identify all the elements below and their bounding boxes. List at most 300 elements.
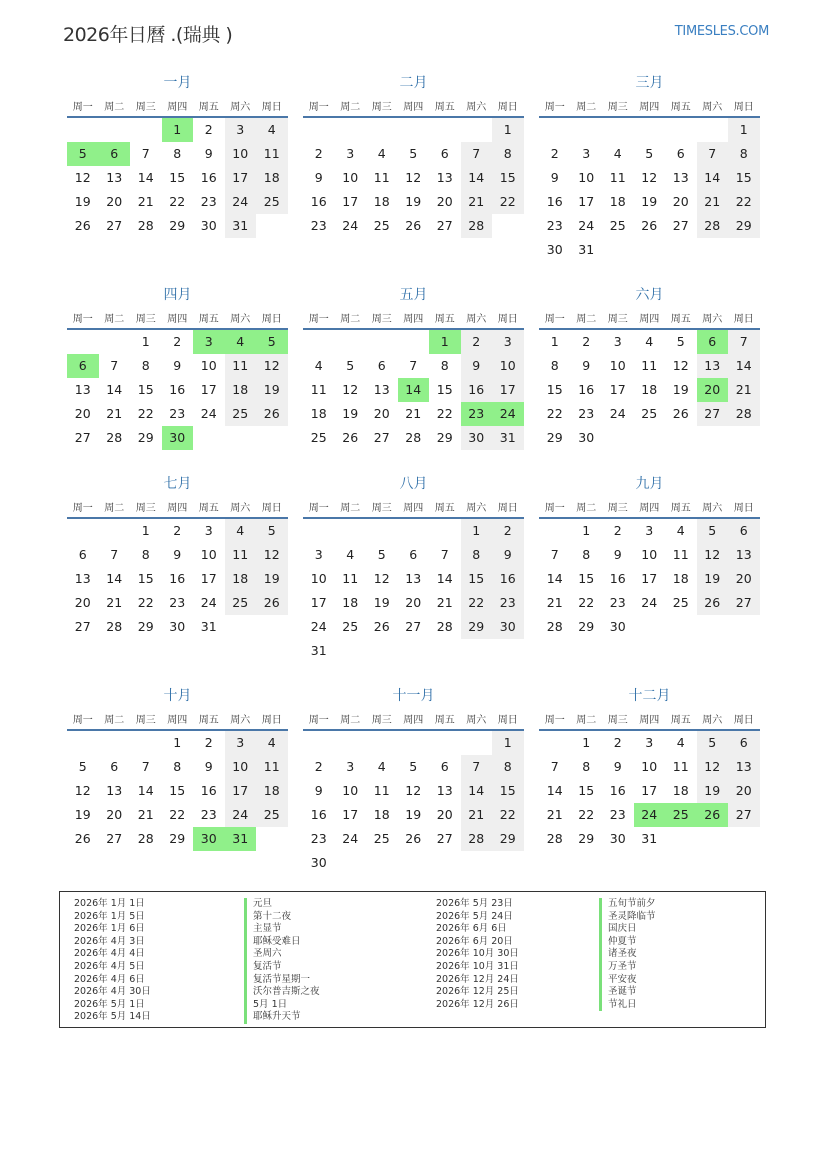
- day-cell: 22: [137, 595, 154, 610]
- day-cell: 18: [256, 166, 288, 190]
- day-cell: 16: [461, 378, 493, 402]
- day-cell: 3: [582, 146, 591, 161]
- legend-holiday-name: 万圣节: [608, 960, 637, 972]
- empty-cell: [398, 330, 430, 354]
- legend-date: 2026年 12月 24日: [436, 973, 519, 985]
- day-cell: 28: [546, 619, 563, 634]
- day-cell: 20: [436, 807, 453, 822]
- day-cell: 30: [492, 615, 524, 639]
- empty-cell: [539, 118, 571, 142]
- day-grid: [539, 519, 760, 639]
- day-cell: 8: [141, 547, 150, 562]
- day-cell: 7: [550, 547, 559, 562]
- day-cell: 29: [578, 619, 595, 634]
- day-cell: 12: [342, 382, 359, 397]
- day-cell: 16: [609, 571, 626, 586]
- weekday-label: 周六: [702, 313, 723, 325]
- weekday-label: 周二: [576, 502, 597, 514]
- day-cell: 28: [405, 430, 422, 445]
- day-cell: 31: [225, 214, 257, 238]
- day-cell: 4: [377, 146, 386, 161]
- day-cell: 15: [578, 783, 595, 798]
- weekday-label: 周一: [544, 502, 565, 514]
- day-cell: 19: [74, 807, 91, 822]
- day-cell: 4: [314, 358, 323, 373]
- holiday-day: 24: [492, 402, 524, 426]
- day-cell: 20: [106, 194, 123, 209]
- day-cell: 2: [314, 146, 323, 161]
- legend-date: 2026年 12月 25日: [436, 986, 519, 998]
- day-cell: 25: [225, 402, 257, 426]
- weekday-label: 周六: [702, 101, 723, 113]
- weekday-header: [539, 495, 760, 519]
- day-cell: 10: [225, 142, 257, 166]
- day-cell: 27: [106, 218, 123, 233]
- holiday-day: 5: [67, 142, 99, 166]
- weekday-label: 周二: [104, 714, 125, 726]
- day-cell: 15: [492, 779, 524, 803]
- day-cell: 2: [461, 330, 493, 354]
- day-cell: 22: [169, 194, 186, 209]
- day-cell: 21: [405, 406, 422, 421]
- day-cell: 19: [672, 382, 689, 397]
- empty-cell: [303, 519, 335, 543]
- month-calendar: [303, 70, 524, 238]
- weekday-label: 周六: [230, 714, 251, 726]
- day-cell: 13: [697, 354, 729, 378]
- weekday-label: 周日: [733, 502, 754, 514]
- day-cell: 2: [613, 523, 622, 538]
- day-cell: 11: [672, 547, 689, 562]
- day-grid: [539, 330, 760, 450]
- day-cell: 16: [578, 382, 595, 397]
- empty-cell: [99, 330, 131, 354]
- day-cell: 5: [346, 358, 355, 373]
- day-cell: 12: [697, 755, 729, 779]
- day-cell: 1: [582, 735, 591, 750]
- day-cell: 10: [225, 755, 257, 779]
- empty-cell: [429, 519, 461, 543]
- day-cell: 19: [405, 807, 422, 822]
- day-cell: 8: [173, 146, 182, 161]
- day-cell: 16: [310, 807, 327, 822]
- weekday-label: 周日: [497, 313, 518, 325]
- day-cell: 19: [641, 194, 658, 209]
- day-cell: 17: [641, 783, 658, 798]
- day-grid: [303, 731, 524, 875]
- day-cell: 1: [492, 731, 524, 755]
- day-cell: 5: [676, 334, 685, 349]
- day-grid: [67, 519, 288, 639]
- day-cell: 20: [436, 194, 453, 209]
- legend-date: 2026年 4月 6日: [74, 973, 145, 985]
- day-cell: 24: [578, 218, 595, 233]
- day-cell: 22: [578, 595, 595, 610]
- day-cell: 21: [728, 378, 760, 402]
- empty-cell: [335, 118, 367, 142]
- day-cell: 30: [169, 619, 186, 634]
- legend-holiday-name: 主显节: [253, 923, 282, 935]
- day-cell: 27: [672, 218, 689, 233]
- day-cell: 14: [546, 571, 563, 586]
- day-cell: 6: [676, 146, 685, 161]
- weekday-label: 周三: [607, 101, 628, 113]
- day-cell: 15: [436, 382, 453, 397]
- day-cell: 2: [204, 735, 213, 750]
- day-cell: 23: [310, 831, 327, 846]
- day-cell: 24: [225, 190, 257, 214]
- day-cell: 8: [728, 142, 760, 166]
- weekday-label: 周五: [434, 313, 455, 325]
- day-cell: 2: [314, 759, 323, 774]
- weekday-header: [67, 707, 288, 731]
- weekday-header: [67, 306, 288, 330]
- day-cell: 22: [461, 591, 493, 615]
- day-cell: 5: [78, 759, 87, 774]
- day-cell: 18: [225, 567, 257, 591]
- weekday-label: 周二: [104, 101, 125, 113]
- day-cell: 20: [373, 406, 390, 421]
- empty-cell: [461, 118, 493, 142]
- empty-cell: [99, 118, 131, 142]
- day-cell: 13: [74, 382, 91, 397]
- day-cell: 27: [405, 619, 422, 634]
- empty-cell: [398, 519, 430, 543]
- legend-date: 2026年 4月 3日: [74, 935, 145, 947]
- day-cell: 14: [106, 571, 123, 586]
- weekday-label: 周一: [544, 313, 565, 325]
- weekday-header: [303, 94, 524, 118]
- weekday-label: 周六: [466, 502, 487, 514]
- weekday-label: 周二: [576, 101, 597, 113]
- day-cell: 7: [461, 142, 493, 166]
- weekday-label: 周二: [576, 714, 597, 726]
- day-cell: 29: [728, 214, 760, 238]
- empty-cell: [539, 519, 571, 543]
- day-grid: [67, 330, 288, 450]
- day-cell: 13: [74, 571, 91, 586]
- legend-date: 2026年 4月 4日: [74, 948, 145, 960]
- day-cell: 20: [106, 807, 123, 822]
- day-cell: 11: [641, 358, 658, 373]
- day-cell: 8: [582, 759, 591, 774]
- day-cell: 31: [578, 242, 595, 257]
- day-cell: 24: [200, 595, 217, 610]
- day-cell: 15: [169, 783, 186, 798]
- day-cell: 26: [74, 831, 91, 846]
- day-cell: 15: [137, 571, 154, 586]
- day-cell: 14: [137, 783, 154, 798]
- day-cell: 13: [106, 783, 123, 798]
- weekday-label: 周五: [670, 714, 691, 726]
- weekday-label: 周二: [340, 313, 361, 325]
- empty-cell: [67, 118, 99, 142]
- day-cell: 4: [645, 334, 654, 349]
- legend-date: 2026年 4月 30日: [74, 986, 151, 998]
- day-cell: 10: [200, 547, 217, 562]
- day-cell: 2: [173, 523, 182, 538]
- day-cell: 4: [346, 547, 355, 562]
- day-cell: 6: [409, 547, 418, 562]
- month-name: 六月: [635, 287, 664, 303]
- day-cell: 4: [256, 731, 288, 755]
- day-cell: 18: [373, 807, 390, 822]
- month-name: 七月: [163, 476, 192, 492]
- day-cell: 15: [578, 571, 595, 586]
- day-cell: 9: [314, 170, 323, 185]
- site-link[interactable]: TIMESLES.COM: [674, 24, 769, 39]
- holiday-day: 3: [193, 330, 225, 354]
- empty-cell: [461, 731, 493, 755]
- weekday-label: 周五: [670, 313, 691, 325]
- day-cell: 19: [405, 194, 422, 209]
- day-cell: 10: [200, 358, 217, 373]
- day-cell: 24: [342, 218, 359, 233]
- weekday-label: 周四: [167, 502, 188, 514]
- day-cell: 15: [728, 166, 760, 190]
- day-cell: 6: [110, 759, 119, 774]
- day-cell: 29: [169, 831, 186, 846]
- holiday-day: 23: [461, 402, 493, 426]
- day-cell: 18: [225, 378, 257, 402]
- weekday-label: 周六: [702, 502, 723, 514]
- empty-cell: [697, 118, 729, 142]
- day-cell: 18: [310, 406, 327, 421]
- day-cell: 8: [550, 358, 559, 373]
- legend-holiday-name: 仲夏节: [608, 935, 637, 947]
- legend-date: 2026年 12月 26日: [436, 998, 519, 1010]
- weekday-label: 周日: [497, 502, 518, 514]
- day-cell: 10: [342, 783, 359, 798]
- empty-cell: [130, 118, 162, 142]
- weekday-label: 周四: [167, 313, 188, 325]
- day-cell: 6: [377, 358, 386, 373]
- weekday-label: 周三: [607, 313, 628, 325]
- day-cell: 7: [409, 358, 418, 373]
- day-cell: 16: [169, 571, 186, 586]
- holiday-day: 30: [162, 426, 194, 450]
- weekday-label: 周三: [135, 101, 156, 113]
- day-cell: 24: [310, 619, 327, 634]
- day-cell: 1: [550, 334, 559, 349]
- day-grid: [303, 118, 524, 238]
- day-cell: 9: [492, 543, 524, 567]
- day-cell: 29: [492, 827, 524, 851]
- holiday-day: 24: [634, 803, 666, 827]
- day-cell: 15: [492, 166, 524, 190]
- day-cell: 6: [728, 519, 760, 543]
- empty-cell: [429, 731, 461, 755]
- empty-cell: [398, 118, 430, 142]
- day-cell: 21: [137, 807, 154, 822]
- day-cell: 5: [697, 519, 729, 543]
- day-cell: 16: [609, 783, 626, 798]
- day-cell: 10: [492, 354, 524, 378]
- empty-cell: [634, 118, 666, 142]
- day-cell: 1: [461, 519, 493, 543]
- day-grid: [539, 118, 760, 262]
- day-cell: 26: [342, 430, 359, 445]
- day-cell: 9: [461, 354, 493, 378]
- day-cell: 17: [578, 194, 595, 209]
- day-cell: 14: [461, 779, 493, 803]
- day-cell: 3: [225, 731, 257, 755]
- day-cell: 23: [169, 595, 186, 610]
- weekday-label: 周一: [308, 714, 329, 726]
- day-cell: 9: [582, 358, 591, 373]
- legend-holiday-name: 圣灵降临节: [608, 910, 656, 922]
- day-cell: 24: [200, 406, 217, 421]
- weekday-label: 周二: [104, 313, 125, 325]
- holiday-day: 6: [697, 330, 729, 354]
- day-cell: 29: [137, 430, 154, 445]
- weekday-header: [303, 495, 524, 519]
- day-cell: 14: [461, 166, 493, 190]
- day-cell: 5: [409, 759, 418, 774]
- day-cell: 9: [204, 146, 213, 161]
- day-cell: 22: [492, 190, 524, 214]
- weekday-label: 周日: [261, 714, 282, 726]
- day-cell: 18: [672, 783, 689, 798]
- day-cell: 25: [256, 803, 288, 827]
- day-cell: 17: [225, 166, 257, 190]
- day-cell: 28: [137, 831, 154, 846]
- day-cell: 26: [74, 218, 91, 233]
- day-cell: 29: [461, 615, 493, 639]
- day-cell: 19: [74, 194, 91, 209]
- holiday-day: 26: [697, 803, 729, 827]
- day-cell: 30: [200, 218, 217, 233]
- legend-date: 2026年 10月 30日: [436, 948, 519, 960]
- day-cell: 28: [546, 831, 563, 846]
- weekday-label: 周四: [639, 313, 660, 325]
- day-cell: 8: [141, 358, 150, 373]
- empty-cell: [602, 118, 634, 142]
- empty-cell: [67, 731, 99, 755]
- day-cell: 2: [173, 334, 182, 349]
- legend-date: 2026年 5月 23日: [436, 898, 513, 909]
- day-cell: 8: [582, 547, 591, 562]
- day-cell: 11: [342, 571, 359, 586]
- weekday-label: 周三: [371, 313, 392, 325]
- day-cell: 1: [141, 334, 150, 349]
- holiday-day: 14: [398, 378, 430, 402]
- day-cell: 8: [492, 142, 524, 166]
- page-title: 2026年日曆 .(瑞典 ): [63, 24, 233, 46]
- weekday-label: 周二: [340, 502, 361, 514]
- weekday-label: 周三: [135, 714, 156, 726]
- day-cell: 6: [78, 547, 87, 562]
- day-cell: 17: [492, 378, 524, 402]
- empty-cell: [335, 519, 367, 543]
- day-cell: 12: [74, 783, 91, 798]
- day-cell: 17: [609, 382, 626, 397]
- day-cell: 22: [169, 807, 186, 822]
- day-cell: 19: [342, 406, 359, 421]
- month-calendar: [67, 683, 288, 851]
- weekday-label: 周二: [340, 101, 361, 113]
- day-cell: 31: [492, 426, 524, 450]
- day-cell: 3: [314, 547, 323, 562]
- day-cell: 13: [728, 543, 760, 567]
- weekday-label: 周四: [403, 714, 424, 726]
- month-name: 一月: [163, 75, 192, 91]
- day-cell: 16: [200, 783, 217, 798]
- day-cell: 22: [546, 406, 563, 421]
- weekday-label: 周六: [466, 101, 487, 113]
- holiday-day: 31: [225, 827, 257, 851]
- day-cell: 9: [314, 783, 323, 798]
- day-cell: 4: [256, 118, 288, 142]
- weekday-label: 周五: [198, 101, 219, 113]
- day-cell: 16: [310, 194, 327, 209]
- day-cell: 25: [225, 591, 257, 615]
- month-calendar: [539, 282, 760, 450]
- day-cell: 10: [578, 170, 595, 185]
- weekday-label: 周四: [639, 502, 660, 514]
- day-cell: 19: [256, 378, 288, 402]
- legend-date: 2026年 1月 1日: [74, 898, 145, 909]
- day-cell: 15: [169, 170, 186, 185]
- legend-holiday-name: 圣周六: [253, 948, 282, 960]
- day-cell: 1: [492, 118, 524, 142]
- empty-cell: [130, 731, 162, 755]
- day-cell: 16: [200, 170, 217, 185]
- day-cell: 21: [697, 190, 729, 214]
- day-cell: 28: [728, 402, 760, 426]
- day-cell: 24: [342, 831, 359, 846]
- day-cell: 9: [173, 358, 182, 373]
- legend-date: 2026年 1月 6日: [74, 923, 145, 935]
- day-cell: 3: [225, 118, 257, 142]
- day-cell: 26: [373, 619, 390, 634]
- day-cell: 24: [609, 406, 626, 421]
- holiday-day: 6: [99, 142, 131, 166]
- weekday-label: 周一: [72, 502, 93, 514]
- legend-holiday-name: 平安夜: [608, 973, 637, 985]
- day-cell: 21: [461, 190, 493, 214]
- empty-cell: [303, 118, 335, 142]
- month-name: 三月: [635, 75, 664, 91]
- weekday-label: 周六: [466, 313, 487, 325]
- legend-holiday-name: 耶稣受难日: [253, 935, 301, 947]
- empty-cell: [303, 731, 335, 755]
- weekday-label: 周三: [371, 502, 392, 514]
- legend-holiday-name: 第十二夜: [253, 910, 292, 922]
- day-cell: 22: [492, 803, 524, 827]
- day-cell: 17: [200, 382, 217, 397]
- day-cell: 16: [546, 194, 563, 209]
- day-cell: 10: [342, 170, 359, 185]
- legend-holiday-name: 复活节星期一: [253, 973, 311, 985]
- weekday-header: [539, 306, 760, 330]
- weekday-label: 周四: [639, 714, 660, 726]
- day-cell: 19: [373, 595, 390, 610]
- day-cell: 21: [461, 803, 493, 827]
- day-cell: 7: [141, 146, 150, 161]
- day-cell: 7: [550, 759, 559, 774]
- month-name: 十一月: [392, 688, 435, 704]
- weekday-label: 周三: [135, 502, 156, 514]
- legend-holiday-name: 复活节: [253, 960, 282, 972]
- day-cell: 23: [169, 406, 186, 421]
- holiday-day: 30: [193, 827, 225, 851]
- day-cell: 8: [492, 755, 524, 779]
- day-cell: 4: [676, 523, 685, 538]
- empty-cell: [665, 118, 697, 142]
- day-cell: 30: [609, 831, 626, 846]
- day-cell: 5: [697, 731, 729, 755]
